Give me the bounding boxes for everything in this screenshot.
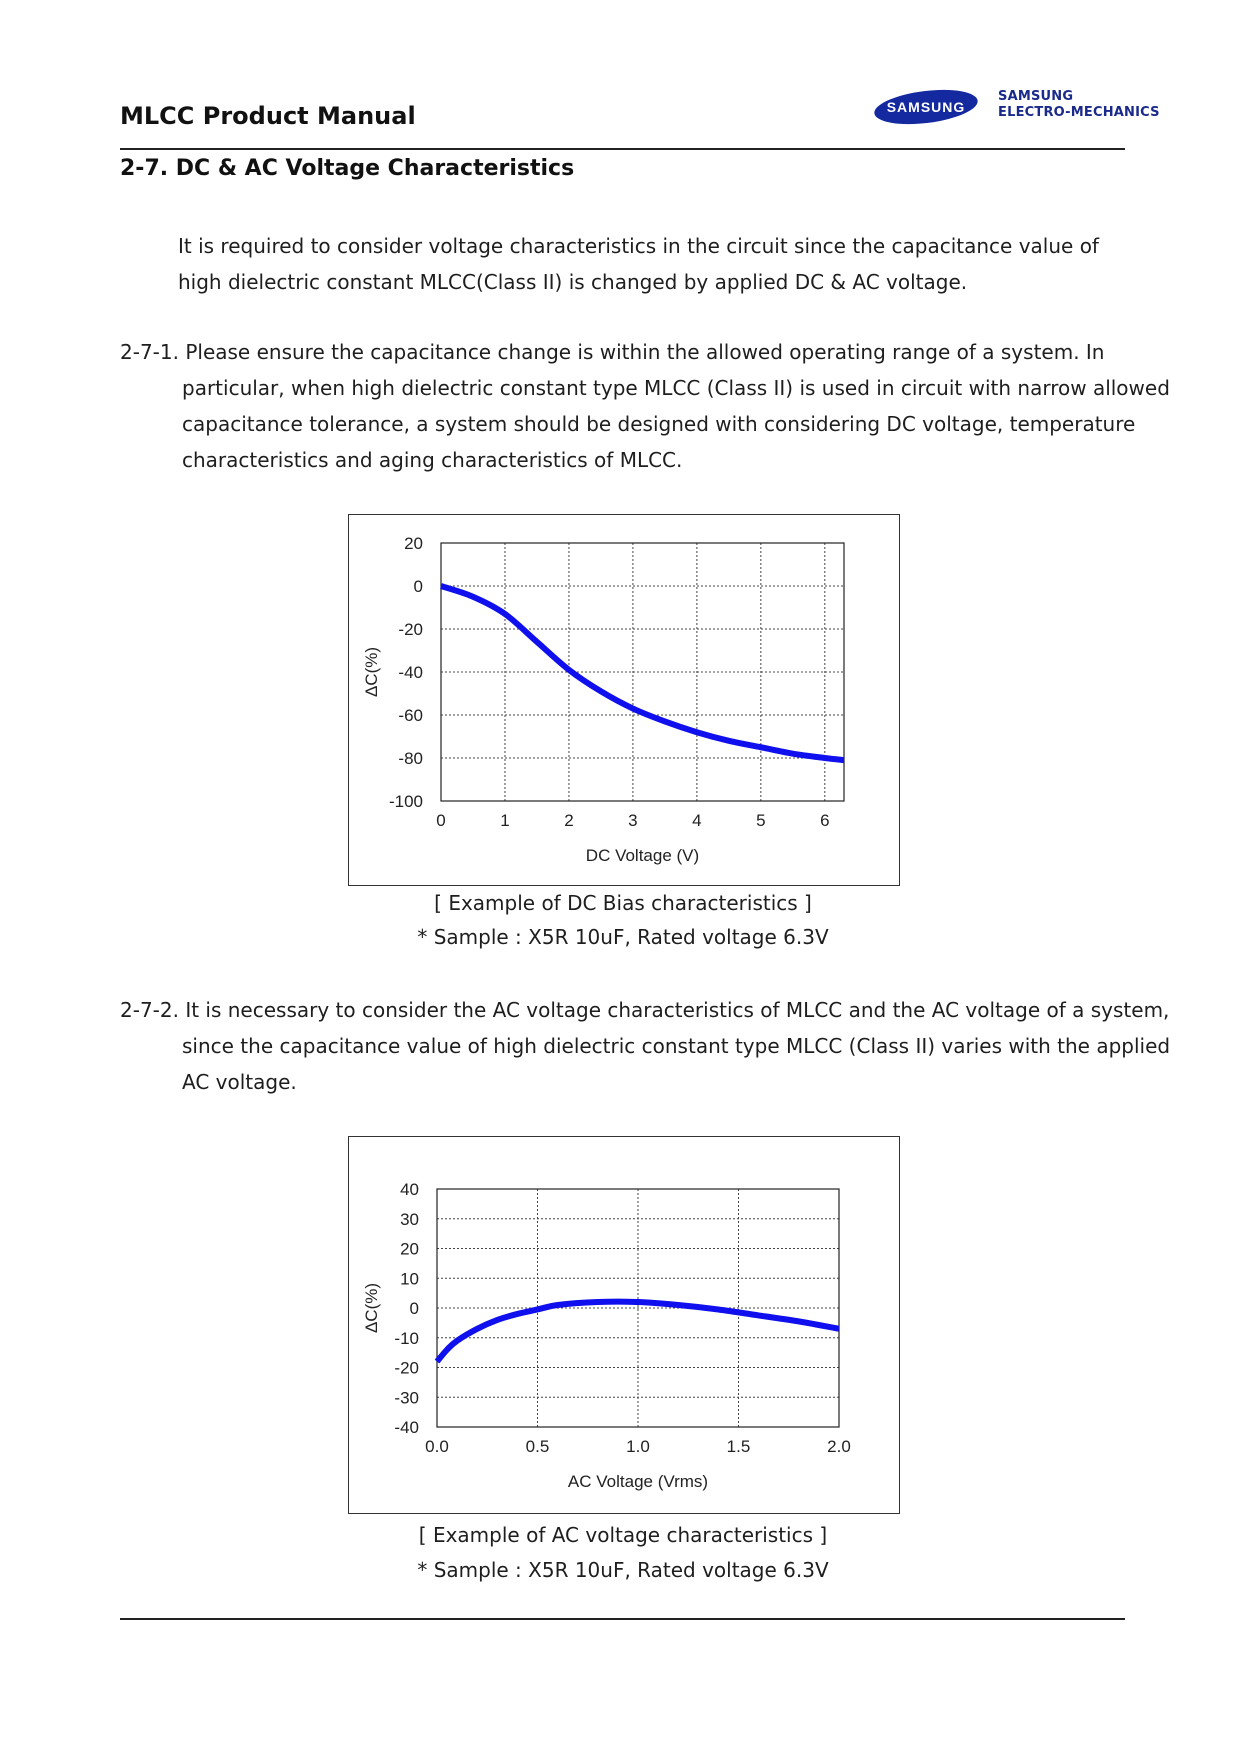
- item-2-7-2: 2-7-2. It is necessary to consider the AC voltage characteristics of MLCC and the AC voltage of a system, since the capacitance value of high dielectric constant type MLCC (Class II) varies with the applied AC voltage.: [120, 998, 1171, 1094]
- figure2-sample: * Sample : X5R 10uF, Rated voltage 6.3V: [417, 1558, 829, 1582]
- section-heading: 2-7. DC & AC Voltage Characteristics: [120, 156, 575, 181]
- dc-chart-x-tick-label: 3: [628, 811, 638, 830]
- dc-chart-y-axis-label: ΔC(%): [362, 646, 381, 698]
- dc-chart-y-tick-label: -80: [398, 749, 423, 768]
- dc-chart-y-tick-label: -100: [388, 792, 423, 811]
- ac-voltage-chart: [349, 1137, 899, 1513]
- dc-bias-chart-frame: [348, 514, 900, 886]
- dc-bias-chart: [349, 515, 899, 885]
- dc-chart-y-tick-label: -40: [398, 663, 423, 682]
- company-name: [998, 89, 1160, 121]
- ac-chart-x-tick-label: 2.0: [827, 1437, 851, 1456]
- ac-chart-y-tick-label: 0: [409, 1299, 419, 1318]
- document-title: MLCC Product Manual: [120, 102, 416, 130]
- ac-chart-x-tick-label: 0.5: [525, 1437, 550, 1456]
- dc-chart-x-tick-label: 0: [436, 811, 446, 830]
- ac-chart-x-tick-label: 0.0: [425, 1437, 449, 1456]
- item-2-7-1: 2-7-1. Please ensure the capacitance change is within the allowed operating range of a system. In particular, when high dielectric constant type MLCC (Class II) is used in circuit with narrow allowed capacitance tolerance, a system should be designed with considering DC voltage, temperature characteristics and aging characteristics of MLCC.: [120, 340, 1170, 472]
- header-divider: [120, 148, 1125, 150]
- ac-chart-y-tick-label: 20: [400, 1239, 419, 1259]
- samsung-logo-icon: [872, 88, 980, 126]
- dc-chart-x-tick-label: 6: [820, 811, 830, 830]
- figure1-caption: [ Example of DC Bias characteristics ]: [434, 891, 812, 915]
- dc-chart-x-tick-label: 5: [756, 811, 766, 830]
- dc-chart-y-tick-label: -60: [398, 706, 423, 725]
- company-name-line2: ELECTRO-MECHANICS: [998, 105, 1160, 120]
- dc-chart-x-tick-label: 4: [692, 811, 702, 830]
- dc-chart-y-tick-label: 0: [413, 577, 423, 596]
- dc-chart-x-tick-label: 1: [500, 811, 510, 830]
- dc-chart-series-line: [441, 586, 844, 760]
- dc-chart-x-tick-label: 2: [564, 811, 574, 830]
- ac-chart-x-tick-label: 1.0: [626, 1437, 650, 1456]
- figure1-sample: * Sample : X5R 10uF, Rated voltage 6.3V: [417, 925, 829, 949]
- dc-chart-y-tick-label: -20: [398, 620, 423, 639]
- ac-chart-y-tick-label: 10: [400, 1269, 419, 1289]
- ac-chart-y-tick-label: 40: [400, 1180, 419, 1199]
- ac-chart-x-tick-label: 1.5: [726, 1437, 751, 1456]
- ac-chart-y-axis-label: ΔC(%): [362, 1282, 381, 1334]
- dc-chart-x-axis-label: DC Voltage (V): [585, 846, 700, 865]
- ac-chart-y-tick-label: -40: [394, 1418, 419, 1437]
- ac-voltage-chart-frame: [348, 1136, 900, 1514]
- ac-chart-y-tick-label: -30: [394, 1388, 419, 1408]
- company-name-line1: SAMSUNG: [998, 89, 1074, 104]
- logo-wordmark: SAMSUNG: [886, 99, 966, 115]
- ac-chart-x-axis-label: AC Voltage (Vrms): [567, 1472, 709, 1491]
- ac-chart-y-tick-label: -20: [394, 1358, 419, 1378]
- intro-paragraph: It is required to consider voltage characteristics in the circuit since the capacitance value of high dielectric constant MLCC(Class II) is changed by applied DC & AC voltage.: [178, 234, 1099, 294]
- ac-chart-y-tick-label: 30: [400, 1209, 419, 1229]
- ac-chart-y-tick-label: -10: [394, 1328, 419, 1348]
- dc-chart-y-tick-label: 20: [404, 534, 423, 553]
- footer-divider: [120, 1618, 1125, 1620]
- figure2-caption: [ Example of AC voltage characteristics ]: [418, 1523, 828, 1547]
